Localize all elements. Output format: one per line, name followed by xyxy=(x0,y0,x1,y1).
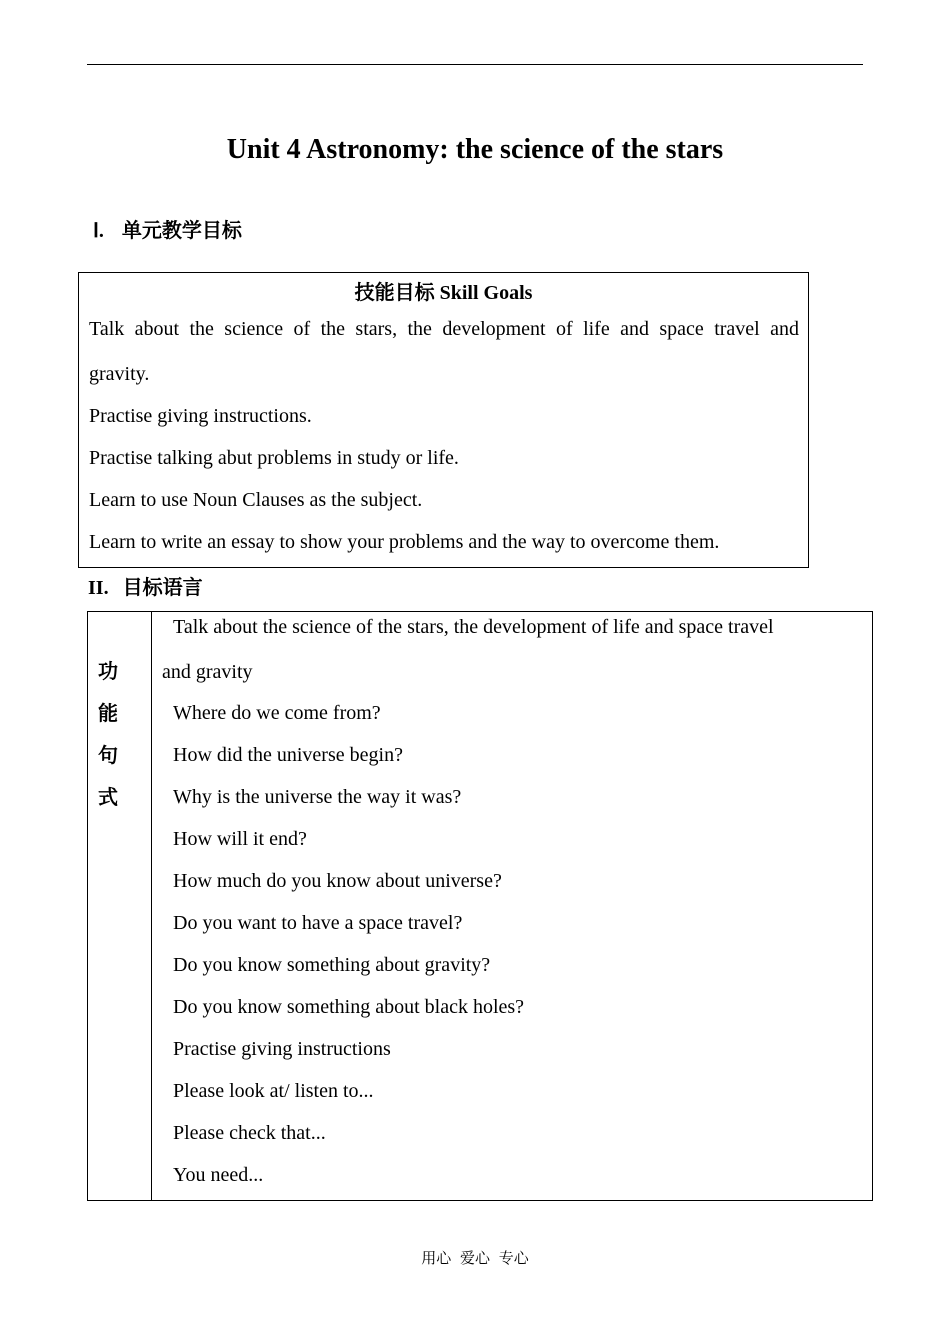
function-item: Practise giving instructions xyxy=(173,1038,391,1060)
skill-goal-line-1: Talk about the science of the stars, the development of life and space travel and xyxy=(89,318,799,340)
function-line-1-cont: and gravity xyxy=(162,661,253,683)
function-sentences-label xyxy=(98,650,118,818)
function-sentences-table xyxy=(87,611,873,1201)
skill-goals-title-zh: 技能目标 xyxy=(354,280,435,304)
table-column-divider xyxy=(151,612,152,1200)
label-char: 句 xyxy=(98,743,118,767)
function-line-1: Talk about the science of the stars, the development of life and space travel xyxy=(173,616,774,638)
function-item: How did the universe begin? xyxy=(173,744,403,766)
function-item: Please check that... xyxy=(173,1122,326,1144)
skill-goal-item: Learn to write an essay to show your problems and the way to overcome them. xyxy=(89,531,720,553)
function-item: Where do we come from? xyxy=(173,702,381,724)
section-1-number: Ⅰ. xyxy=(93,220,104,242)
function-item: Do you know something about gravity? xyxy=(173,954,491,976)
page-footer: 用心 爱心 专心 xyxy=(421,1249,529,1267)
section-2-number: II. xyxy=(88,577,109,599)
section-2-label: 目标语言 xyxy=(122,575,203,599)
skill-goal-line-1-cont: gravity. xyxy=(89,363,150,385)
section-1-heading xyxy=(93,214,242,243)
section-1-label: 单元教学目标 xyxy=(121,218,242,242)
function-item: Do you know something about black holes? xyxy=(173,996,525,1018)
skill-goals-box xyxy=(78,272,809,568)
function-item: Why is the universe the way it was? xyxy=(173,786,462,808)
label-char: 功 xyxy=(98,659,118,683)
skill-goals-title xyxy=(79,276,808,305)
skill-goal-item: Learn to use Noun Clauses as the subject. xyxy=(89,489,423,511)
function-item: How will it end? xyxy=(173,828,307,850)
header-rule xyxy=(87,64,863,65)
section-2-heading xyxy=(88,571,203,600)
function-item: Please look at/ listen to... xyxy=(173,1080,374,1102)
skill-goals-title-en: Skill Goals xyxy=(439,282,533,304)
skill-goal-item: Practise giving instructions. xyxy=(89,405,312,427)
function-item: How much do you know about universe? xyxy=(173,870,502,892)
label-char: 能 xyxy=(98,701,118,725)
label-char: 式 xyxy=(98,785,118,809)
skill-goal-item: Practise talking abut problems in study or life. xyxy=(89,447,459,469)
page-title: Unit 4 Astronomy: the science of the stars xyxy=(226,134,724,165)
function-item: You need... xyxy=(173,1164,264,1186)
function-item: Do you want to have a space travel? xyxy=(173,912,463,934)
